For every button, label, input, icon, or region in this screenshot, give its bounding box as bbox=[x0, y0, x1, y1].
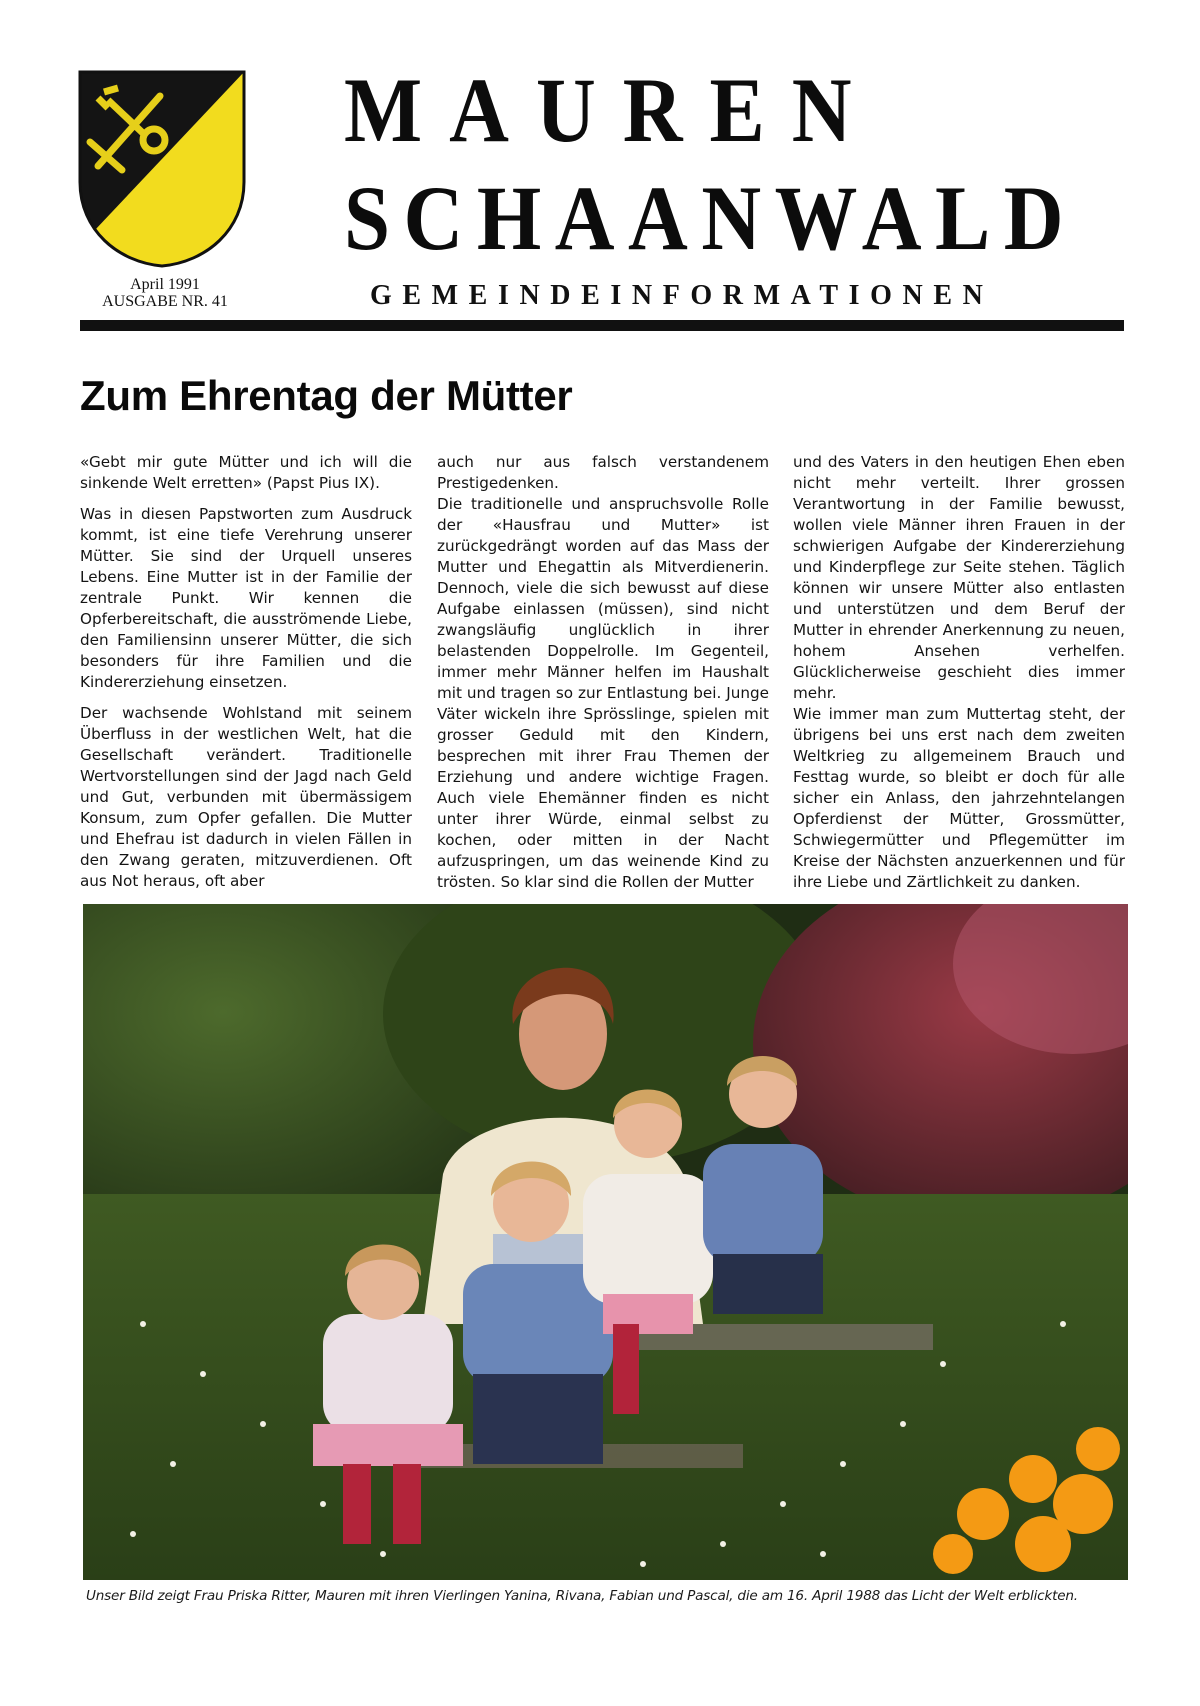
paragraph: «Gebt mir gute Mütter und ich will die sinkende Welt erretten» (Papst Pius IX). bbox=[80, 453, 412, 492]
article-column-2 bbox=[437, 452, 769, 893]
article-column-1 bbox=[80, 452, 412, 892]
issue-number: AUSGABE NR. 41 bbox=[102, 293, 228, 310]
header-divider bbox=[80, 320, 1124, 331]
paragraph: Die traditionelle und anspruchsvolle Rolle der «Hausfrau und Mutter» ist zurückgedrängt worden auf das Mass der Mutter und Ehegattin als Mitverdienerin. Dennoch, viele die sich bewusst auf diese Aufgabe einlassen (müssen), sind nicht zwangsläufig unglücklich in ihrer belastenden Doppelrolle. Im Gegenteil, immer mehr Männer helfen im Haushalt mit und tragen so zur Entlastung bei. Junge Väter wickeln ihre Sprösslinge, spielen mit grosser Geduld mit den Kindern, besprechen mit ihrer Frau Themen der Erziehung und andere wichtige Fragen. Auch viele Ehemänner finden es nicht unter ihrer Würde, einmal selbst zu kochen, oder mitten in der Nacht aufzuspringen, um das weinende Kind zu trösten. So klar sind die Rollen der Mutter bbox=[437, 495, 769, 891]
article-column-3 bbox=[793, 452, 1125, 893]
paragraph: Was in diesen Papstworten zum Ausdruck kommt, ist eine tiefe Verehrung unserer Mütter. Sie sind der Urquell unseres Lebens. Eine Mutter ist in der Familie der zentrale Punkt. Wir kennen die Opferbereitschaft, die ausströmende Liebe, den Familiensinn unserer Mütter, die sich besonders für ihre Familien und die Kindererziehung einsetzen. bbox=[80, 505, 412, 691]
photo-illustration bbox=[83, 904, 1128, 1580]
issue-info bbox=[80, 276, 250, 310]
article-headline: Zum Ehrentag der Mütter bbox=[80, 372, 573, 419]
coat-of-arms-crest bbox=[78, 70, 246, 268]
family-photo bbox=[83, 904, 1128, 1580]
masthead-title-line1: MAUREN bbox=[344, 59, 879, 161]
paragraph: Der wachsende Wohlstand mit seinem Überfluss in der westlichen Welt, hat die Gesellschaft verändert. Traditionelle Wertvorstellungen sind der Jagd nach Geld und Gut, verbunden mit übermässigem Konsum, zum Opfer gefallen. Die Mutter und Ehefrau ist dadurch in vielen Fällen in den Zwang geraten, mitzuverdienen. Oft aus Not heraus, oft aber bbox=[80, 704, 412, 890]
coat-of-arms-icon bbox=[78, 70, 246, 268]
issue-date: April 1991 bbox=[130, 276, 200, 293]
photo-caption: Unser Bild zeigt Frau Priska Ritter, Mauren mit ihren Vierlingen Yanina, Rivana, Fabian und Pascal, die am 16. April 1988 das Licht der Welt erblickten. bbox=[86, 1588, 1078, 1604]
paragraph: Wie immer man zum Muttertag steht, der übrigens bei uns erst nach dem zweiten Weltkrieg zu allgemeinem Brauch und Festtag wurde, so bleibt er doch für alle sicher ein Anlass, den jahrzehntelangen Opferdienst der Mütter, Grossmütter, Schwiegermütter und Pflegemütter im Kreise der Nächsten anzuerkennen und für ihre Liebe und Zärtlichkeit zu danken. bbox=[793, 705, 1125, 891]
paragraph: und des Vaters in den heutigen Ehen eben nicht mehr verteilt. Ihrer grossen Verantwortung in der Familie bewusst, wollen viele Männer ihren Frauen in der schwierigen Aufgabe der Kindererziehung und Kinderpflege zur Seite stehen. Täglich können wir unsere Mütter also entlasten und unterstützen und dem Beruf der Mutter in ehrender Anerkennung zu neuen, hohem Ansehen verhelfen. Glücklicherweise geschieht dies immer mehr. bbox=[793, 453, 1125, 702]
masthead-subtitle: GEMEINDEINFORMATIONEN bbox=[370, 280, 994, 311]
masthead-title-line2: SCHAANWALD bbox=[344, 167, 1078, 269]
paragraph: auch nur aus falsch verstandenem Prestigedenken. bbox=[437, 453, 769, 492]
